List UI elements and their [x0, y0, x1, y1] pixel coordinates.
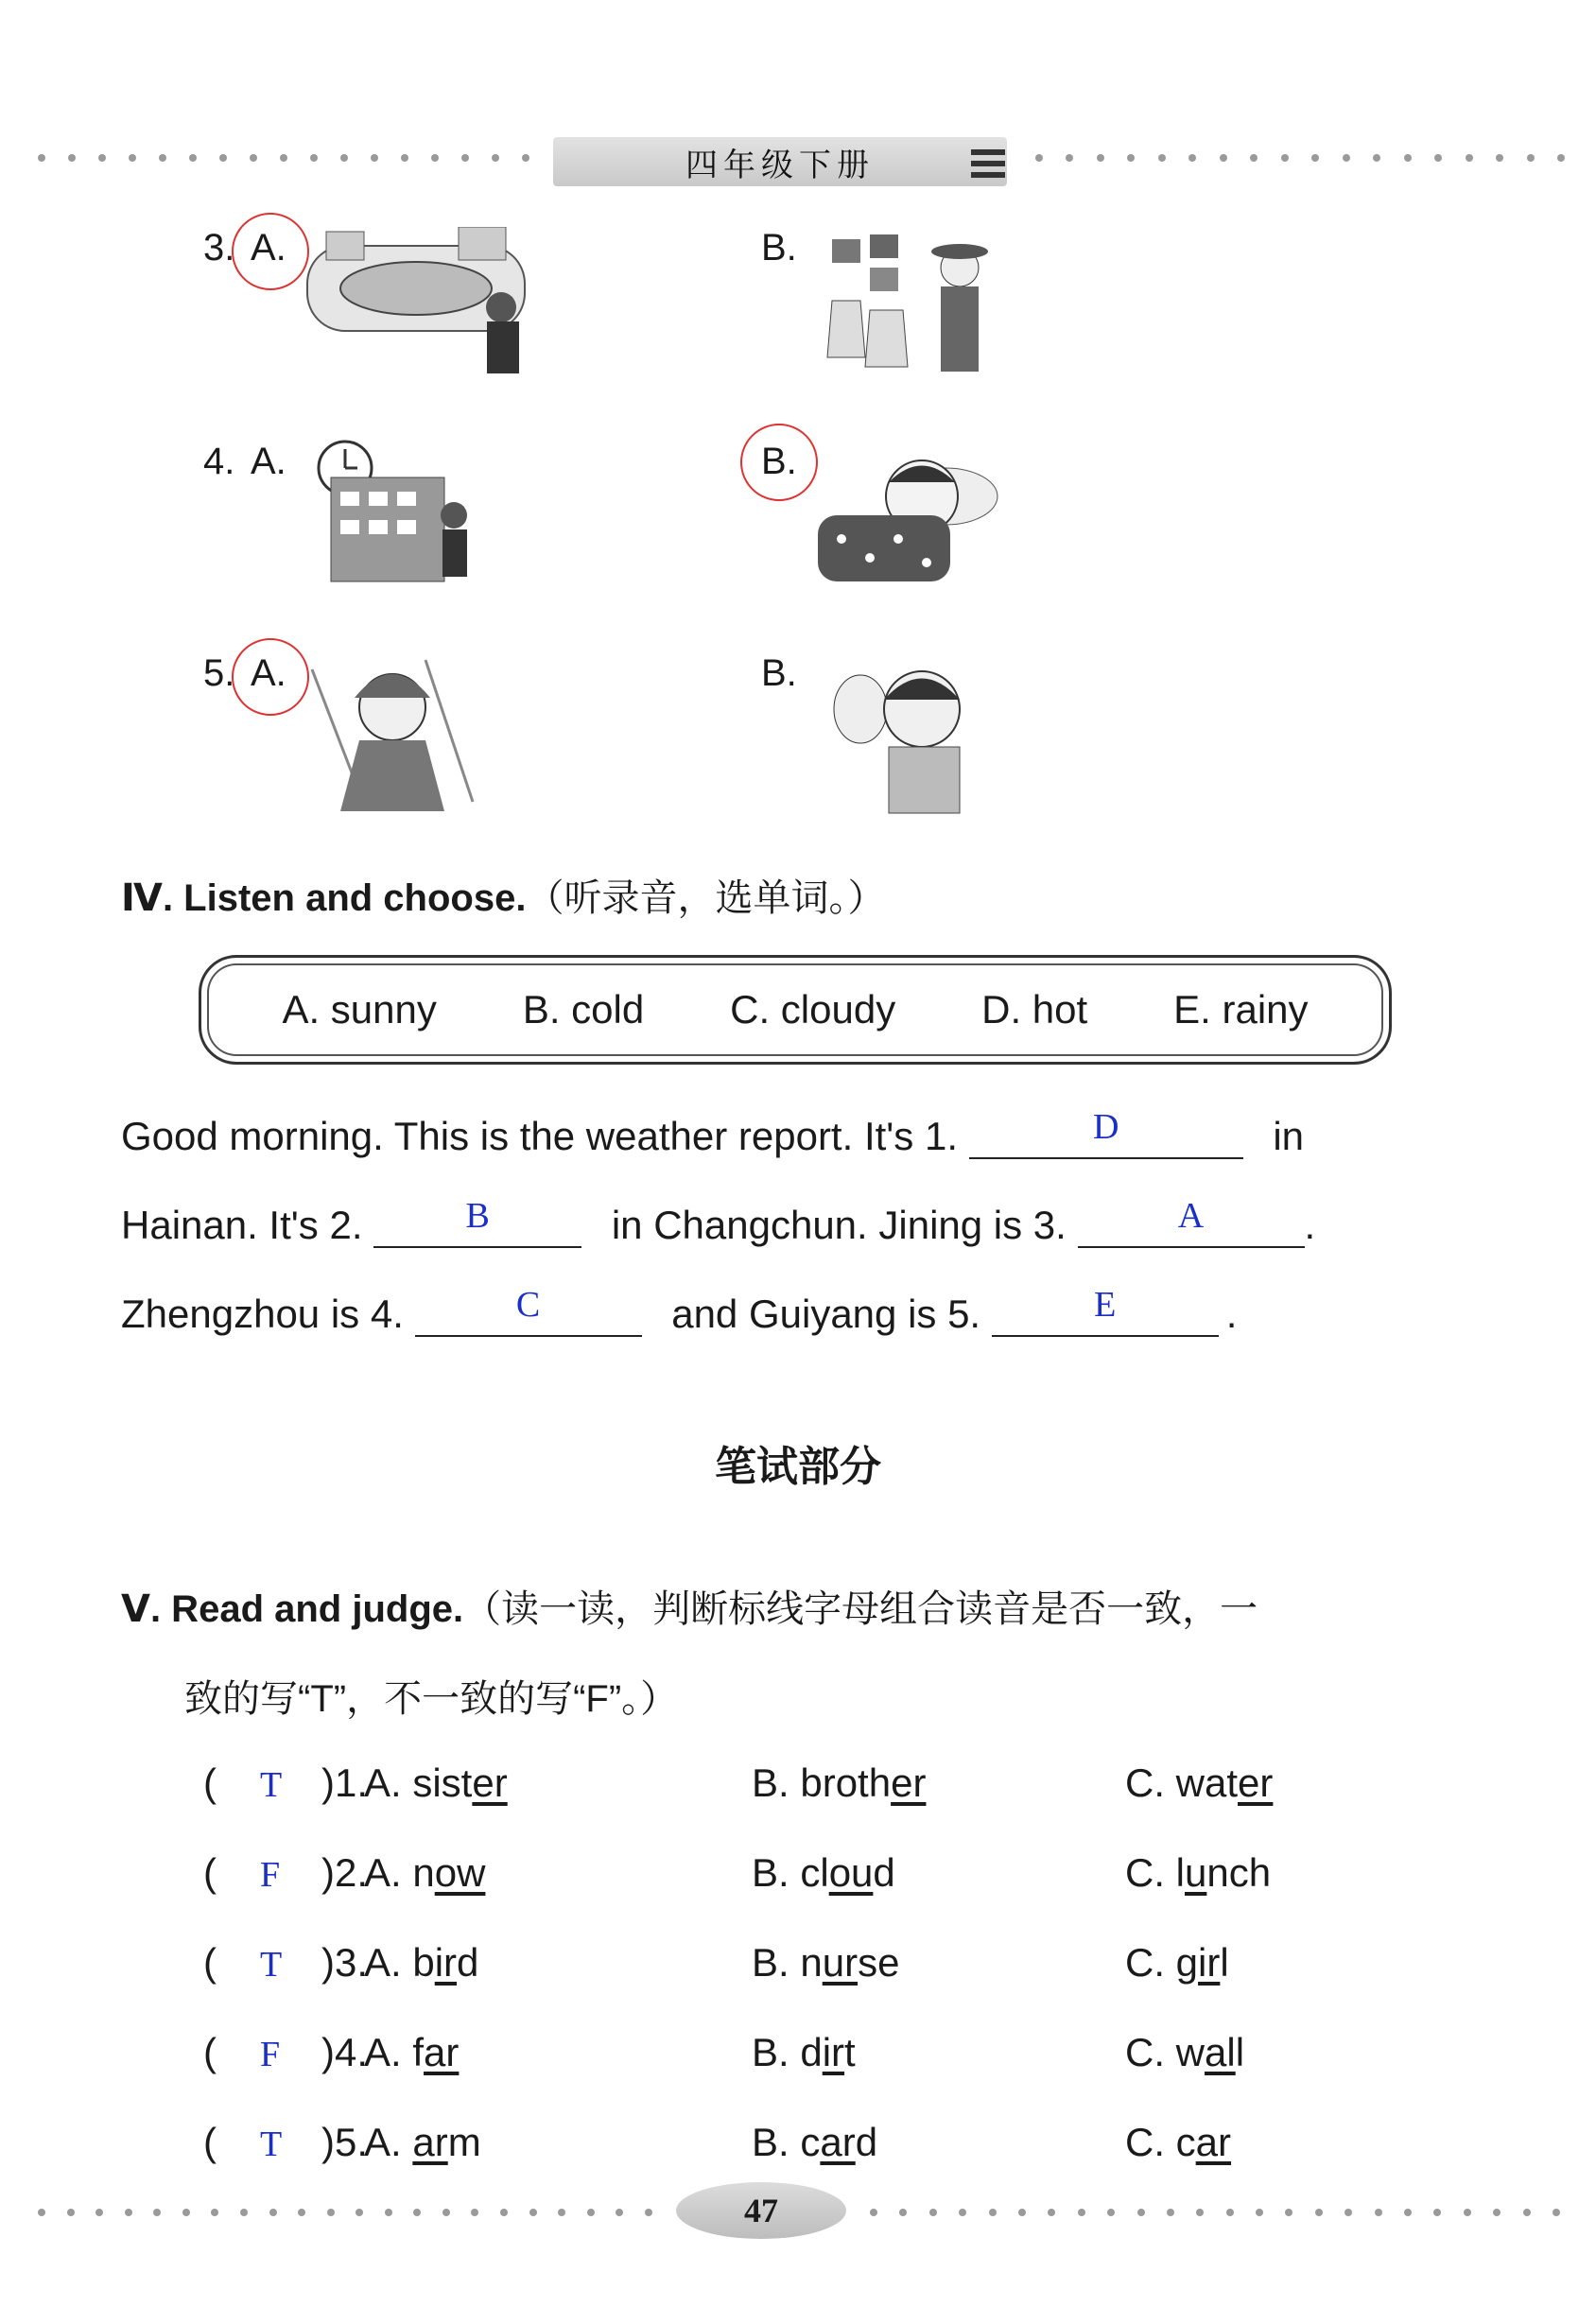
underlined-letters: ow [434, 1850, 486, 1895]
judge-item-number: 4. [335, 2030, 369, 2074]
option-a-word [364, 1850, 485, 1896]
report-line-3 [121, 1285, 1238, 1337]
underlined-letters: al [1205, 2030, 1236, 2074]
option-c-word [1125, 2030, 1244, 2075]
sleeping-child-picture [813, 444, 1002, 591]
school-picture [312, 435, 492, 600]
written-part-title: 笔试部分 [715, 1444, 881, 1490]
section-4-instruction: （听录音，选单词。） [526, 877, 886, 919]
word-suffix: d [855, 2120, 878, 2164]
underlined-letters: ir [822, 2030, 845, 2074]
word-option-c: C. cloudy [730, 987, 896, 1032]
footer-dots-right [870, 2208, 1560, 2217]
answer-2: B [465, 1196, 490, 1236]
answer-5: E [1094, 1285, 1117, 1325]
option-c-word [1125, 1850, 1271, 1896]
open-paren: ( [203, 1760, 217, 1805]
hot-child-picture [818, 652, 988, 823]
item-5-number: 5. [203, 652, 235, 694]
report-line-3-mid: and Guiyang is 5. [671, 1292, 981, 1336]
word-prefix: A. b [364, 1940, 435, 1985]
footer-dots-left [38, 2208, 652, 2217]
bookshelf-icon [969, 142, 1007, 188]
word-suffix: nch [1206, 1850, 1272, 1895]
word-suffix: se [858, 1940, 900, 1985]
option-a-word [364, 2120, 481, 2165]
answer-3: A [1177, 1196, 1205, 1236]
underlined-letters: er [1238, 1760, 1274, 1805]
underlined-letters: er [472, 1760, 508, 1805]
report-line-1 [121, 1107, 1305, 1159]
underlined-letters: er [891, 1760, 927, 1805]
word-suffix: l [1235, 2030, 1245, 2074]
open-paren: ( [203, 2120, 217, 2164]
word-prefix: C. l [1125, 1850, 1185, 1895]
option-b-word [752, 1940, 899, 1986]
section-5-heading: Ⅴ. Read and judge. [121, 1588, 464, 1630]
judge-answer[interactable]: F [260, 1855, 281, 1895]
judge-number: )4. [321, 2030, 369, 2074]
word-option-a: A. sunny [282, 987, 437, 1032]
option-c-word [1125, 1760, 1273, 1806]
option-b-word [752, 1850, 895, 1896]
underlined-letters: ir [434, 1940, 458, 1985]
section-4-title [121, 868, 885, 922]
word-option-d: D. hot [981, 987, 1088, 1032]
word-prefix: A. [364, 2120, 413, 2164]
judge-item-number: 3. [335, 1940, 369, 1985]
judge-item-number: 5. [335, 2120, 369, 2164]
item-3-number: 3. [203, 227, 235, 269]
playground-picture [298, 227, 553, 392]
header-dots-right [1035, 153, 1565, 163]
word-suffix: l [1220, 1940, 1229, 1985]
page-number: 47 [676, 2182, 846, 2239]
blank-1[interactable] [969, 1107, 1243, 1159]
word-suffix: m [447, 2120, 481, 2164]
word-prefix: A. f [364, 2030, 425, 2074]
item-4-option-b: B. [761, 441, 797, 482]
underlined-letters: ar [1195, 2120, 1232, 2164]
word-prefix: C. wat [1125, 1760, 1239, 1805]
item-4-number: 4. [203, 441, 235, 482]
report-line-1-text: Good morning. This is the weather report. It's 1. [121, 1114, 958, 1158]
word-prefix: B. broth [752, 1760, 892, 1805]
judge-number: )3. [321, 1940, 369, 1985]
item-5-option-a: A. [251, 652, 286, 694]
judge-row [203, 2030, 1432, 2087]
item-3-option-b: B. [761, 227, 797, 269]
judge-row [203, 2120, 1432, 2177]
word-suffix: t [844, 2030, 856, 2074]
report-line-3-text: Zhengzhou is 4. [121, 1292, 404, 1336]
open-paren: ( [203, 1850, 217, 1895]
open-paren: ( [203, 2030, 217, 2074]
option-c-word [1125, 2120, 1231, 2165]
word-prefix: B. n [752, 1940, 823, 1985]
blank-4[interactable] [415, 1285, 642, 1337]
blank-2[interactable] [373, 1196, 581, 1248]
underlined-letters: ir [1198, 1940, 1221, 1985]
item-4-option-a: A. [251, 441, 286, 482]
judge-item-number: 1. [335, 1760, 369, 1805]
judge-row [203, 1760, 1432, 1817]
item-4-answer-circle [740, 424, 818, 501]
section-5-instruction-line-2 [184, 1669, 678, 1723]
answer-4: C [515, 1285, 541, 1325]
word-prefix: B. c [752, 2120, 821, 2164]
word-prefix: B. d [752, 2030, 823, 2074]
option-b-word [752, 2120, 877, 2165]
underlined-letters: ar [424, 2030, 460, 2074]
header-title: 四年级下册 [553, 137, 1007, 186]
word-prefix: C. g [1125, 1940, 1199, 1985]
underlined-letters: u [1185, 1850, 1207, 1895]
item-5-answer-circle [232, 638, 309, 716]
report-line-2-mid: in Changchun. Jining is 3. [611, 1203, 1067, 1247]
judge-answer[interactable]: T [260, 1765, 283, 1805]
option-a-word [364, 2030, 459, 2075]
item-3-option-a: A. [251, 227, 286, 269]
option-b-word [752, 1760, 926, 1806]
word-prefix: C. w [1125, 2030, 1205, 2074]
section-4-heading: Ⅳ. Listen and choose. [121, 877, 527, 919]
windy-girl-picture [303, 650, 482, 821]
word-suffix: d [457, 1940, 479, 1985]
blank-5[interactable] [992, 1285, 1219, 1337]
judge-answer[interactable]: T [260, 1945, 283, 1985]
judge-item-number: 2. [335, 1850, 369, 1895]
judge-number: )5. [321, 2120, 369, 2164]
word-prefix: A. sist [364, 1760, 473, 1805]
word-option-b: B. cold [522, 987, 645, 1032]
blank-3[interactable] [1078, 1196, 1305, 1248]
option-b-word [752, 2030, 856, 2075]
word-option-e: E. rainy [1173, 987, 1309, 1032]
word-prefix: C. c [1125, 2120, 1196, 2164]
judge-row [203, 1940, 1432, 1997]
word-prefix: B. cl [752, 1850, 829, 1895]
section-5-instruction-1: （读一读，判断标线字母组合读音是否一致，一 [463, 1588, 1258, 1630]
underlined-letters: ar [820, 2120, 856, 2164]
word-suffix: d [873, 1850, 895, 1895]
underlined-letters: ur [822, 1940, 859, 1985]
open-paren: ( [203, 1940, 217, 1985]
judge-row [203, 1850, 1432, 1907]
judge-number: )2. [321, 1850, 369, 1895]
answer-1: D [1092, 1107, 1119, 1147]
judge-answer[interactable]: F [260, 2035, 281, 2074]
item-5-option-b: B. [761, 652, 797, 694]
word-prefix: A. n [364, 1850, 435, 1895]
report-line-2-end: . [1304, 1203, 1316, 1247]
report-line-2-text: Hainan. It's 2. [121, 1203, 363, 1247]
judge-answer[interactable]: T [260, 2125, 283, 2164]
word-bank [199, 955, 1392, 1065]
option-a-word [364, 1940, 478, 1986]
section-5-instruction-2: 致的写“T”，不一致的写“F”。） [184, 1678, 679, 1720]
report-line-3-end: . [1225, 1292, 1238, 1336]
report-line-1-tail: in [1273, 1114, 1305, 1158]
header-dots-left [38, 153, 529, 163]
judge-number: )1. [321, 1760, 369, 1805]
option-c-word [1125, 1940, 1229, 1986]
underlined-letters: ou [828, 1850, 874, 1895]
report-line-2 [121, 1196, 1316, 1248]
underlined-letters: ar [412, 2120, 448, 2164]
option-a-word [364, 1760, 508, 1806]
art-room-picture [813, 225, 1002, 386]
section-5-title [121, 1579, 1258, 1633]
